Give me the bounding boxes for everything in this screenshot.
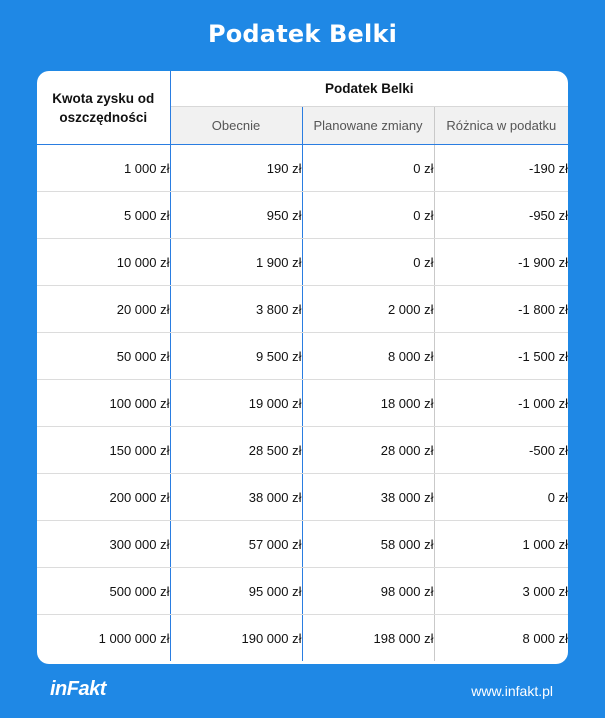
header-podatek-belki: Podatek Belki	[170, 71, 568, 107]
cell-planowane-zmiany: 58 000 zł	[302, 521, 434, 568]
table-row	[37, 286, 568, 333]
cell-roznica: -190 zł	[434, 145, 568, 192]
cell-kwota-zysku: 500 000 zł	[37, 568, 170, 615]
table-row	[37, 192, 568, 239]
tax-table-card	[37, 71, 568, 664]
table-row	[37, 521, 568, 568]
table-row	[37, 427, 568, 474]
cell-planowane-zmiany: 8 000 zł	[302, 333, 434, 380]
cell-planowane-zmiany: 0 zł	[302, 239, 434, 286]
cell-planowane-zmiany: 0 zł	[302, 145, 434, 192]
cell-planowane-zmiany: 38 000 zł	[302, 474, 434, 521]
cell-roznica: -1 900 zł	[434, 239, 568, 286]
cell-planowane-zmiany: 2 000 zł	[302, 286, 434, 333]
cell-kwota-zysku: 300 000 zł	[37, 521, 170, 568]
table-row	[37, 333, 568, 380]
cell-planowane-zmiany: 98 000 zł	[302, 568, 434, 615]
cell-planowane-zmiany: 198 000 zł	[302, 615, 434, 662]
cell-planowane-zmiany: 28 000 zł	[302, 427, 434, 474]
page-title: Podatek Belki	[207, 20, 398, 48]
cell-obecnie: 950 zł	[170, 192, 302, 239]
cell-roznica: 1 000 zł	[434, 521, 568, 568]
table-row	[37, 239, 568, 286]
cell-obecnie: 1 900 zł	[170, 239, 302, 286]
cell-kwota-zysku: 10 000 zł	[37, 239, 170, 286]
cell-roznica: -1 500 zł	[434, 333, 568, 380]
cell-kwota-zysku: 150 000 zł	[37, 427, 170, 474]
cell-obecnie: 190 000 zł	[170, 615, 302, 662]
table-row	[37, 145, 568, 192]
cell-obecnie: 28 500 zł	[170, 427, 302, 474]
cell-obecnie: 9 500 zł	[170, 333, 302, 380]
cell-kwota-zysku: 1 000 000 zł	[37, 615, 170, 662]
cell-planowane-zmiany: 18 000 zł	[302, 380, 434, 427]
header-kwota-zysku	[37, 71, 170, 145]
footer-url: www.infakt.pl	[471, 683, 553, 699]
header-kwota-zysku-label: Kwota zysku od oszczędności	[52, 90, 155, 125]
table-row	[37, 380, 568, 427]
cell-obecnie: 3 800 zł	[170, 286, 302, 333]
cell-obecnie: 38 000 zł	[170, 474, 302, 521]
cell-roznica: -500 zł	[434, 427, 568, 474]
cell-kwota-zysku: 200 000 zł	[37, 474, 170, 521]
cell-obecnie: 95 000 zł	[170, 568, 302, 615]
cell-roznica: 8 000 zł	[522, 630, 568, 646]
cell-kwota-zysku: 20 000 zł	[37, 286, 170, 333]
cell-roznica: -1 800 zł	[434, 286, 568, 333]
subheader-obecnie: Obecnie	[170, 107, 302, 145]
cell-obecnie: 190 zł	[170, 145, 302, 192]
cell-kwota-zysku: 1 000 zł	[37, 145, 170, 192]
cell-kwota-zysku: 5 000 zł	[37, 192, 170, 239]
cell-roznica: 3 000 zł	[434, 568, 568, 615]
cell-obecnie: 19 000 zł	[170, 380, 302, 427]
cell-kwota-zysku: 50 000 zł	[37, 333, 170, 380]
cell-planowane-zmiany: 0 zł	[302, 192, 434, 239]
infakt-logo: inFakt	[50, 678, 106, 700]
table-row	[37, 615, 568, 662]
cell-roznica: -950 zł	[434, 192, 568, 239]
cell-obecnie: 57 000 zł	[170, 521, 302, 568]
cell-roznica: 0 zł	[434, 474, 568, 521]
tax-table	[37, 71, 568, 661]
table-row	[37, 568, 568, 615]
cell-roznica: -1 000 zł	[434, 380, 568, 427]
subheader-roznica-w-podatku: Różnica w podatku	[434, 107, 568, 145]
cell-kwota-zysku: 100 000 zł	[37, 380, 170, 427]
subheader-planowane-zmiany: Planowane zmiany	[302, 107, 434, 145]
table-body	[37, 145, 568, 662]
table-row	[37, 474, 568, 521]
